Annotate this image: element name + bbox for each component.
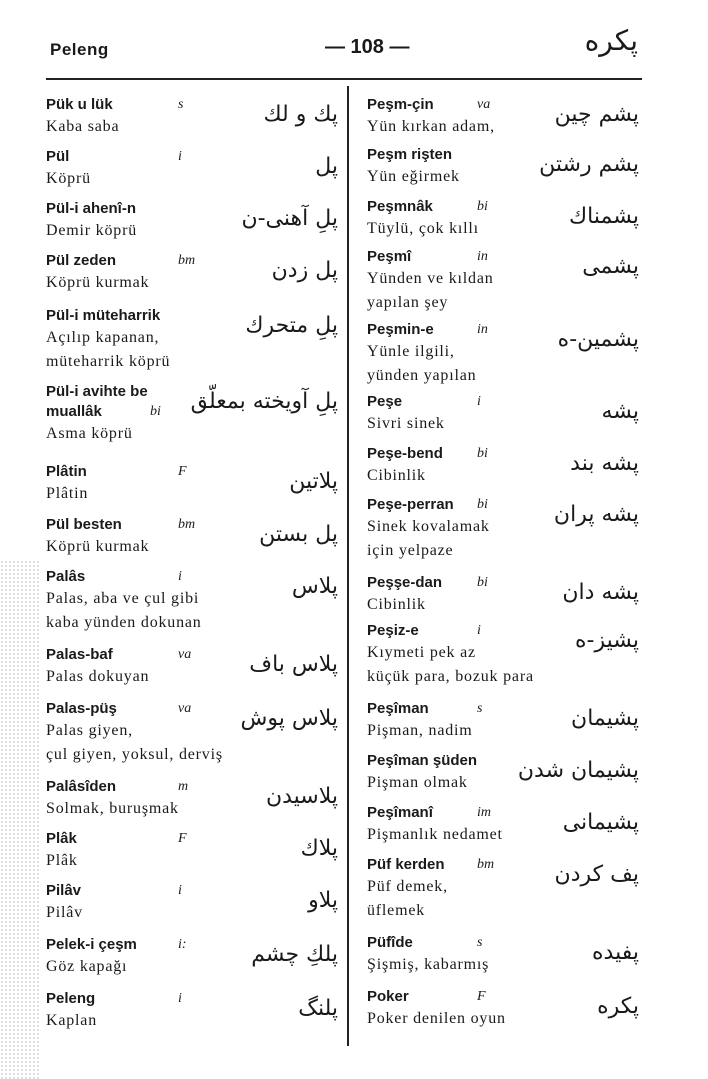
entry	[367, 855, 643, 923]
headword: Palâsîden	[46, 778, 117, 795]
entry	[367, 145, 643, 189]
definition: Şişmiş, kabarmış	[367, 956, 490, 973]
header-rule	[46, 78, 642, 80]
definition: Pişmanlık nedamet	[367, 826, 503, 843]
grammar-abbreviation: bm	[477, 857, 495, 872]
headword: Peşşe-dan	[367, 574, 443, 591]
arabic-script: پف كردن	[554, 862, 639, 887]
definition: Pilâv	[46, 904, 83, 921]
entry	[46, 777, 342, 821]
grammar-abbreviation: bi	[477, 446, 488, 461]
headword: Peleng	[46, 990, 96, 1007]
definition: Sinek kovalamak	[367, 518, 490, 535]
headword: Peşîman şüden	[367, 752, 478, 769]
headword: Peşmî	[367, 248, 412, 265]
entry	[46, 306, 342, 374]
definition: Palas, aba ve çul gibi	[46, 590, 200, 607]
entry	[46, 199, 342, 243]
grammar-abbreviation: bi	[477, 199, 488, 214]
arabic-script: پلاس	[291, 574, 338, 599]
grammar-abbreviation: va	[178, 647, 192, 662]
definition-continued: yapılan şey	[367, 294, 449, 311]
entry	[367, 621, 643, 689]
arabic-script: پك و لك	[263, 102, 338, 127]
headword: Peşîmanî	[367, 804, 433, 821]
definition: Köprü kurmak	[46, 538, 150, 555]
definition: Asma köprü	[46, 425, 133, 442]
definition: Pişman olmak	[367, 774, 468, 791]
column-divider	[347, 86, 349, 1046]
grammar-abbreviation: in	[477, 249, 488, 264]
grammar-abbreviation: s	[178, 97, 184, 112]
entry	[46, 881, 342, 925]
entry	[46, 515, 342, 559]
grammar-abbreviation: F	[178, 831, 187, 846]
definition-continued: küçük para, bozuk para	[367, 668, 534, 685]
grammar-abbreviation: i	[178, 149, 182, 164]
arabic-script: پل بستن	[259, 522, 338, 547]
arabic-script: پلاتين	[289, 469, 338, 494]
grammar-abbreviation: bi	[477, 575, 488, 590]
definition: Plâk	[46, 852, 78, 869]
headword: Peşe-bend	[367, 445, 443, 462]
entry	[367, 320, 643, 388]
headword: Peşmin-e	[367, 321, 434, 338]
entry	[46, 147, 342, 191]
grammar-abbreviation: m	[178, 779, 189, 794]
arabic-script: پكره	[597, 994, 639, 1019]
arabic-script: پلاسیدن	[265, 784, 338, 809]
arabic-script: پشه	[601, 399, 639, 424]
definition: Plâtin	[46, 485, 89, 502]
definition-continued: çul giyen, yoksul, derviş	[46, 746, 223, 763]
entry	[46, 699, 342, 767]
definition: Cibinlik	[367, 596, 426, 613]
headword: Palas-püş	[46, 700, 117, 717]
arabic-script: پفيده	[592, 940, 639, 965]
arabic-script: پشه بند	[570, 451, 639, 476]
definition-continued: için yelpaze	[367, 542, 454, 559]
definition-continued: üflemek	[367, 902, 426, 919]
definition: Köprü	[46, 170, 91, 187]
arabic-script: پشمى	[582, 254, 639, 279]
headword: Plâk	[46, 830, 77, 847]
definition: Yün kırkan adam,	[367, 118, 495, 135]
headword: Palâs	[46, 568, 86, 585]
headword: Peşe	[367, 393, 403, 410]
headword-continued: muallâk	[46, 403, 102, 420]
grammar-abbreviation: i	[477, 623, 481, 638]
headword: Peşm-çin	[367, 96, 434, 113]
arabic-script: پشه پران	[553, 502, 639, 527]
definition: Püf demek,	[367, 878, 448, 895]
definition-continued: yünden yapılan	[367, 367, 477, 384]
entry	[367, 933, 643, 977]
grammar-abbreviation: i:	[178, 937, 187, 952]
entry	[46, 251, 342, 295]
page-number: — 108 —	[325, 36, 410, 58]
grammar-abbreviation: bm	[178, 253, 196, 268]
headword: Pül-i ahenî-n	[46, 200, 136, 217]
grammar-abbreviation: bm	[178, 517, 196, 532]
arabic-script: پشم رشتن	[539, 152, 639, 177]
definition-continued: kaba yünden dokunan	[46, 614, 202, 631]
definition: Yünle ilgili,	[367, 343, 455, 360]
running-head-arabic: پكره	[584, 24, 638, 57]
arabic-script: پلكِ چشم	[251, 942, 338, 967]
arabic-script: پلاو	[308, 888, 338, 913]
arabic-script: پلاك	[300, 836, 338, 861]
grammar-abbreviation: i	[178, 569, 182, 584]
grammar-abbreviation: i	[178, 991, 182, 1006]
headword: Peşe-perran	[367, 496, 454, 513]
arabic-script: پشيمان شدن	[517, 758, 639, 783]
grammar-abbreviation: bi	[150, 404, 161, 419]
entry	[367, 751, 643, 795]
definition: Solmak, buruşmak	[46, 800, 179, 817]
definition: Tüylü, çok kıllı	[367, 220, 479, 237]
definition: Palas dokuyan	[46, 668, 150, 685]
headword: Pül	[46, 148, 70, 165]
entry	[46, 95, 342, 139]
arabic-script: پشيمان	[571, 706, 639, 731]
arabic-script: پلِ متحرك	[245, 313, 338, 338]
grammar-abbreviation: va	[477, 97, 491, 112]
definition: Demir köprü	[46, 222, 138, 239]
arabic-script: پشمين-ه	[557, 327, 639, 352]
grammar-abbreviation: in	[477, 322, 488, 337]
arabic-script: پلنگ	[298, 996, 338, 1021]
headword: Püfîde	[367, 934, 413, 951]
entry	[46, 567, 342, 635]
definition: Cibinlik	[367, 467, 426, 484]
grammar-abbreviation: s	[477, 935, 483, 950]
running-head: Peleng	[50, 40, 109, 59]
grammar-abbreviation: va	[178, 701, 192, 716]
definition: Kıymeti pek az	[367, 644, 476, 661]
grammar-abbreviation: bi	[477, 497, 488, 512]
grammar-abbreviation: F	[178, 464, 187, 479]
headword: Plâtin	[46, 463, 87, 480]
arabic-script: پشه دان	[562, 580, 639, 605]
definition: Göz kapağı	[46, 958, 128, 975]
definition: Yün eğirmek	[367, 168, 460, 185]
definition: Köprü kurmak	[46, 274, 150, 291]
entry	[46, 382, 342, 446]
arabic-script: پشم چين	[554, 102, 639, 127]
definition: Pişman, nadim	[367, 722, 473, 739]
arabic-script: پشيز-ه	[575, 628, 639, 653]
headword: Peşîman	[367, 700, 429, 717]
headword: Pük u lük	[46, 96, 113, 113]
definition: Yünden ve kıldan	[367, 270, 494, 287]
grammar-abbreviation: F	[477, 989, 486, 1004]
entry	[367, 247, 643, 315]
scan-edge-texture	[0, 560, 40, 1079]
entry	[367, 495, 643, 563]
entry	[367, 573, 643, 617]
entry	[46, 989, 342, 1033]
arabic-script: پشيمانى	[562, 810, 639, 835]
headword: Pül-i avihte be	[46, 383, 148, 400]
arabic-script: پشمناك	[569, 204, 639, 229]
entry	[46, 829, 342, 873]
headword: Pül zeden	[46, 252, 117, 269]
grammar-abbreviation: i	[477, 394, 481, 409]
headword: Pilâv	[46, 882, 82, 899]
arabic-script: پل زدن	[271, 258, 338, 283]
arabic-script: پل	[315, 154, 338, 179]
definition: Poker denilen oyun	[367, 1010, 506, 1027]
headword: Püf kerden	[367, 856, 445, 873]
headword: Palas-baf	[46, 646, 113, 663]
entry	[367, 987, 643, 1031]
entry	[367, 197, 643, 241]
entry	[46, 645, 342, 689]
grammar-abbreviation: im	[477, 805, 491, 820]
headword: Pül besten	[46, 516, 122, 533]
definition: Sivri sinek	[367, 415, 445, 432]
definition: Kaplan	[46, 1012, 98, 1029]
arabic-script: پلِ آویخته بمعلّق	[190, 389, 338, 414]
definition: Palas giyen,	[46, 722, 133, 739]
definition-continued: müteharrik köprü	[46, 353, 171, 370]
headword: Pül-i müteharrik	[46, 307, 161, 324]
entry	[367, 803, 643, 847]
definition: Açılıp kapanan,	[46, 329, 160, 346]
headword: Poker	[367, 988, 409, 1005]
definition: Kaba saba	[46, 118, 120, 135]
headword: Pelek-i çeşm	[46, 936, 137, 953]
headword: Peşm rişten	[367, 146, 453, 163]
entry	[367, 392, 643, 436]
entry	[46, 935, 342, 979]
grammar-abbreviation: s	[477, 701, 483, 716]
arabic-script: پلاس پوش	[240, 706, 338, 731]
headword: Peşiz-e	[367, 622, 419, 639]
arabic-script: پلاس باف	[249, 652, 338, 677]
entry	[367, 699, 643, 743]
arabic-script: پلِ آهنی-ن	[241, 206, 338, 231]
grammar-abbreviation: i	[178, 883, 182, 898]
entry	[367, 444, 643, 488]
headword: Peşmnâk	[367, 198, 433, 215]
entry	[46, 462, 342, 506]
entry	[367, 95, 643, 139]
